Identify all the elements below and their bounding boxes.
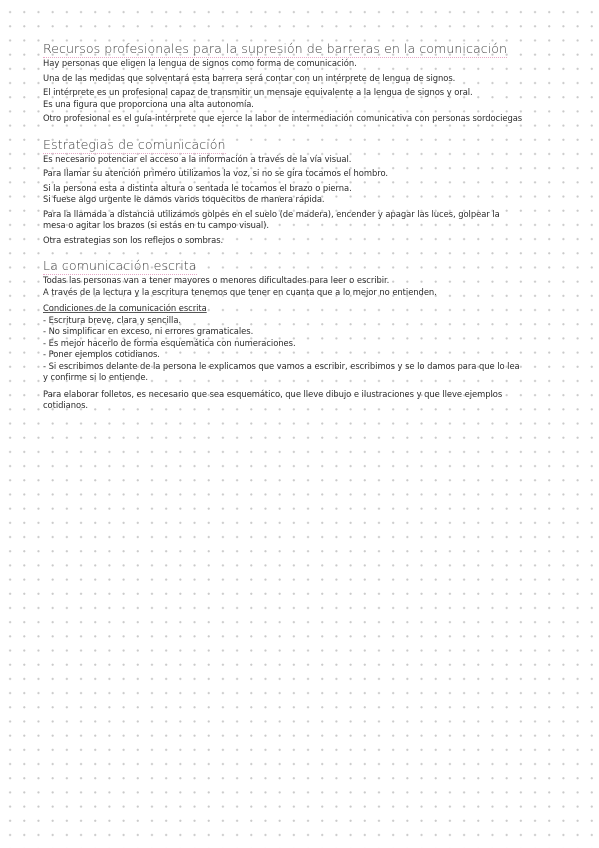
notes-page [43,38,593,412]
section-recursos [43,38,593,125]
condition-item: - No simplificar en exceso, ni errores gramaticales. [43,326,254,336]
conditions-title: Condiciones de la comunicación escrita [43,303,207,313]
text-line: Si fuese algo urgente le damos varios toquecitos de manera rápida. [43,194,325,204]
text-line: Para llamar su atención primero utilizamos la voz, si no se gira tocamos el hombro. [43,168,388,178]
condition-item: y confirme si lo entiende. [43,372,149,382]
condition-item: - Escritura breve, clara y sencilla. [43,314,182,325]
section-heading: Estrategias de comunicación [43,136,226,152]
section-heading: La comunicación escrita [43,258,197,273]
condition-item: - Si escribimos delante de la persona le explicamos que vamos a escribir, escribimos y se lo damos para que lo lea [43,360,520,371]
text-line: Una de las medidas que solventará esta barrera será contar con un intérprete de lengua de signos. [43,72,456,83]
condition-item: - Poner ejemplos cotidianos. [43,349,160,359]
text-line: Si la persona esta a distinta altura o sentada le tocamos el brazo o pierna. [43,182,352,193]
text-line: Hay personas que eligen la lengua de signos como forma de comunicación. [43,58,357,68]
text-line: mesa o agitar los brazos (si estás en tu campo visual). [43,220,270,230]
text-line: Otro profesional es el guía-intérprete que ejerce la labor de intermediación comunicativa con personas sordociegas [43,113,523,123]
text-line: Es una figura que proporciona una alta autonomía. [43,98,254,109]
text-line: El intérprete es un profesional capaz de transmitir un mensaje equivalente a la lengua de signos y oral. [43,87,473,97]
section-comunicacion-escrita [43,255,593,412]
section-estrategias [43,134,593,247]
text-line: Para elaborar folletos, es necesario que sea esquemático, que lleve dibujo e ilustraciones y que lleve ejemplos [43,388,503,399]
text-line: Para la llamada a distancia utilizamos golpes en el suelo (de madera), encender y apagar las luces, golpear la [43,208,500,219]
text-line: cotidianos. [43,400,89,410]
text-line: Otra estrategias son los reflejos o sombras. [43,234,224,245]
section-heading: Recursos profesionales para la supresión de barreras en la comunicación [43,41,508,56]
text-line: A través de la lectura y la escritura tenemos que tener en cuanta que a lo mejor no entienden. [43,286,437,297]
text-line: Todas las personas van a tener mayores o menores dificultades para leer o escribir. [43,275,390,285]
text-line: Es necesario potenciar el acceso a la información a través de la vía visual. [43,153,352,164]
condition-item: - Es mejor hacerlo de forma esquemática con numeraciones. [43,337,296,348]
